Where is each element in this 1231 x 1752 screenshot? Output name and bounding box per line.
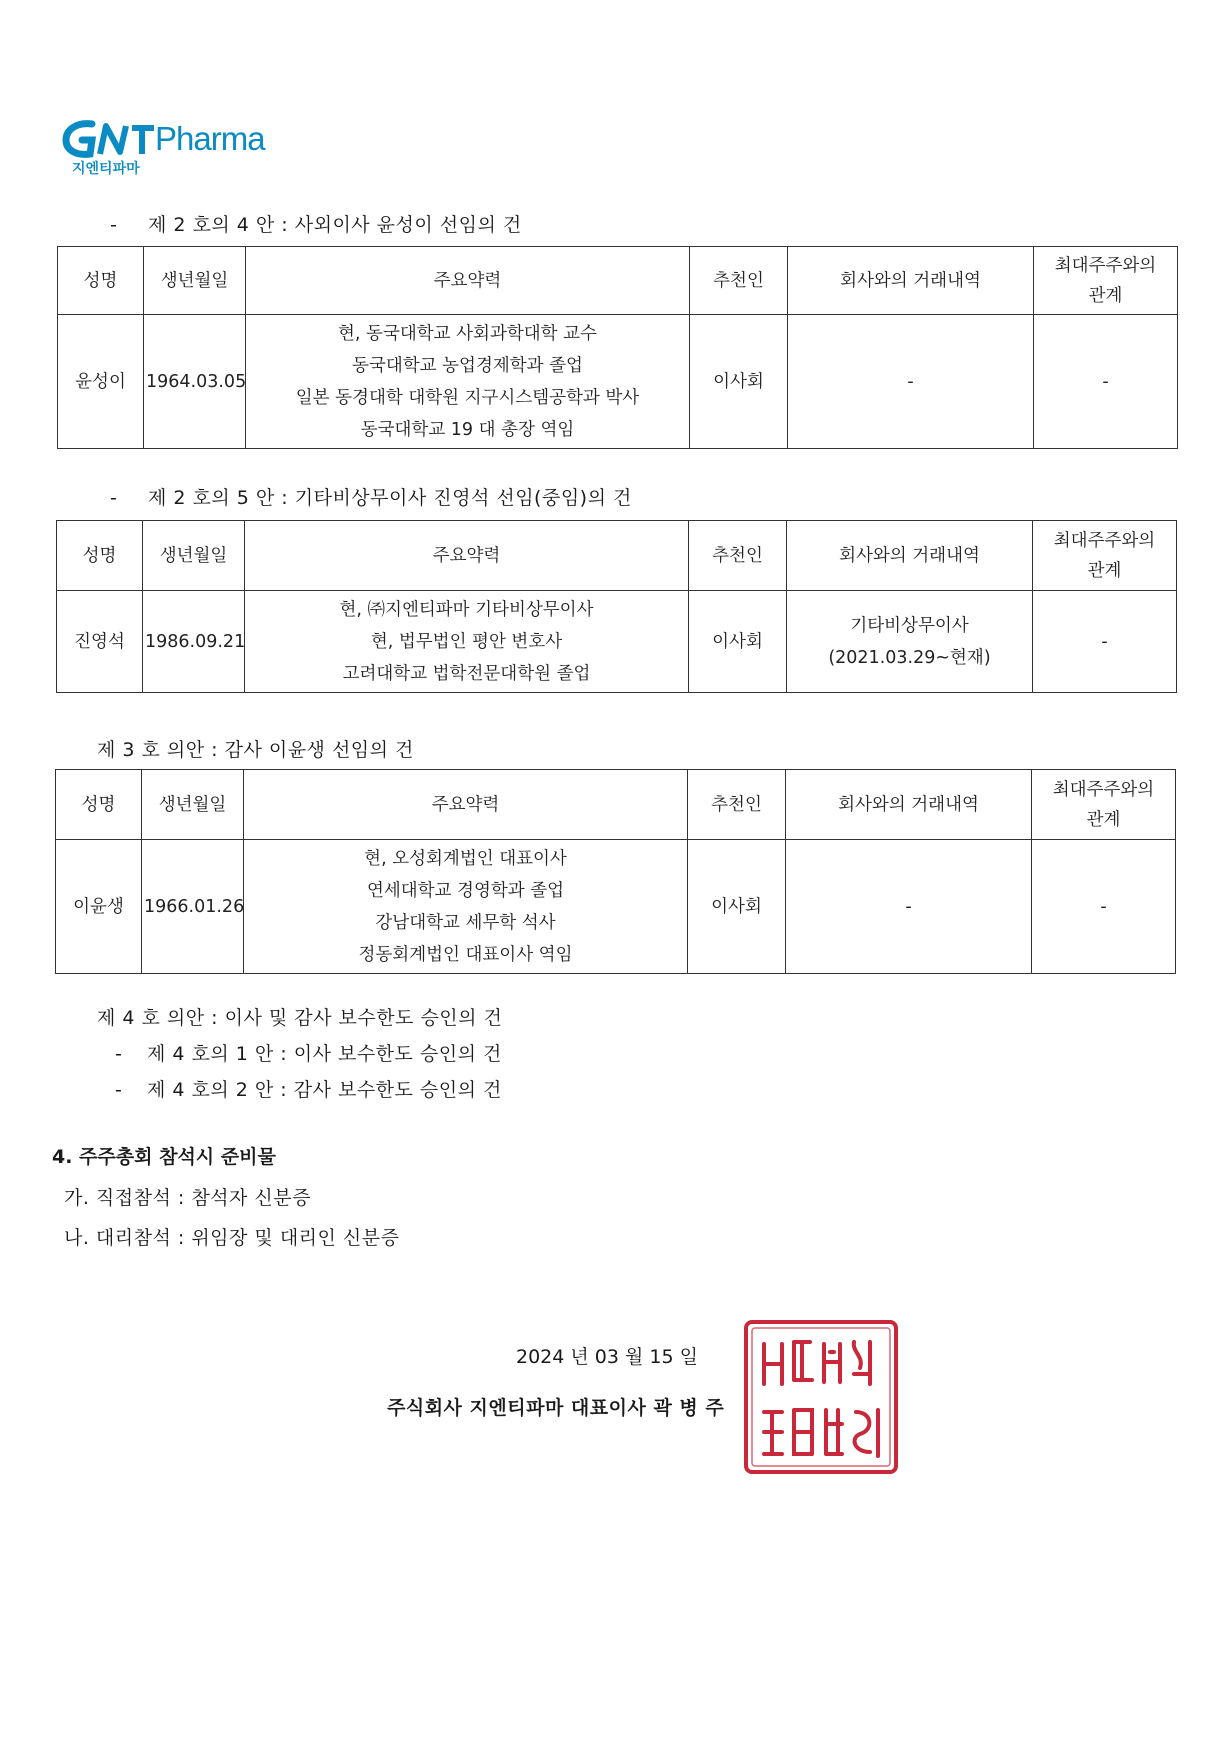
- header-name: 성명: [57, 521, 143, 591]
- dash-marker: -: [110, 214, 118, 236]
- section-4-title: 4. 주주총회 참석시 준비물: [52, 1146, 276, 1168]
- career-line: 현, 동국대학교 사회과학대학 교수: [338, 323, 597, 344]
- career-line: 동국대학교 농업경제학과 졸업: [352, 355, 583, 376]
- cell-recommender: 이사회: [688, 840, 786, 974]
- item-4-2-text: 제 4 호의 2 안 : 감사 보수한도 승인의 건: [147, 1079, 502, 1101]
- item-2-4-table: [57, 246, 1178, 449]
- career-line: 동국대학교 19 대 총장 역임: [360, 419, 575, 440]
- career-line: 고려대학교 법학전문대학원 졸업: [342, 663, 591, 684]
- header-relation: [1033, 521, 1177, 591]
- header-relation-line2: 관계: [1087, 560, 1122, 581]
- header-birth: 생년월일: [143, 521, 245, 591]
- cell-career: [244, 840, 688, 974]
- transaction-line: 기타비상무이사: [850, 615, 969, 636]
- company-logo: [62, 118, 282, 182]
- cell-recommender: 이사회: [689, 591, 787, 693]
- career-line: 정동회계법인 대표이사 역임: [358, 944, 573, 965]
- header-relation-line1: 최대주주와의: [1052, 779, 1155, 800]
- dash-marker: -: [110, 487, 118, 509]
- item-2-5-heading: [110, 483, 632, 510]
- header-recommender: 추천인: [689, 521, 787, 591]
- company-seal: [742, 1318, 900, 1476]
- cell-birth: 1986.09.21: [143, 591, 245, 693]
- section-4-item: 나. 대리참석 : 위임장 및 대리인 신분증: [64, 1227, 400, 1249]
- cell-relation: -: [1034, 315, 1178, 449]
- cell-name: 윤성이: [58, 315, 144, 449]
- item-4-2-heading: [115, 1075, 502, 1102]
- cell-name: 이윤생: [56, 840, 142, 974]
- dash-marker: -: [115, 1079, 123, 1101]
- career-line: 현, 법무법인 평안 변호사: [370, 631, 563, 652]
- company-seal-icon: [742, 1318, 900, 1476]
- document-date: 2024 년 03 월 15 일: [516, 1346, 698, 1368]
- item-4-title: 제 4 호 의안 : 이사 및 감사 보수한도 승인의 건: [97, 1007, 503, 1029]
- table-row: [56, 840, 1176, 974]
- career-line: 일본 동경대학 대학원 지구시스템공학과 박사: [295, 387, 640, 408]
- header-birth: 생년월일: [144, 247, 246, 315]
- header-transactions: 회사와의 거래내역: [786, 770, 1032, 840]
- logo-brand-text: Pharma: [155, 120, 265, 157]
- header-career: 주요약력: [245, 521, 689, 591]
- table-header-row: [57, 521, 1177, 591]
- item-4-1-text: 제 4 호의 1 안 : 이사 보수한도 승인의 건: [147, 1043, 502, 1065]
- signer-line: 주식회사 지엔티파마 대표이사 곽 병 주: [387, 1397, 725, 1419]
- header-relation-line2: 관계: [1088, 285, 1123, 306]
- header-relation: [1034, 247, 1178, 315]
- header-relation: [1032, 770, 1176, 840]
- header-relation-line2: 관계: [1086, 809, 1121, 830]
- cell-recommender: 이사회: [690, 315, 788, 449]
- header-transactions: 회사와의 거래내역: [788, 247, 1034, 315]
- cell-career: [245, 591, 689, 693]
- transaction-line: (2021.03.29~현재): [828, 647, 991, 668]
- item-3-title: 제 3 호 의안 : 감사 이윤생 선임의 건: [97, 739, 414, 761]
- dash-marker: -: [115, 1043, 123, 1065]
- cell-name: 진영석: [57, 591, 143, 693]
- item-2-4-title: 제 2 호의 4 안 : 사외이사 윤성이 선임의 건: [148, 214, 522, 236]
- section-4-item: 가. 직접참석 : 참석자 신분증: [64, 1187, 311, 1209]
- header-relation-line1: 최대주주와의: [1053, 530, 1156, 551]
- header-transactions: 회사와의 거래내역: [787, 521, 1033, 591]
- table-row: [58, 315, 1178, 449]
- header-career: 주요약력: [246, 247, 690, 315]
- cell-birth: 1964.03.05: [144, 315, 246, 449]
- cell-relation: -: [1033, 591, 1177, 693]
- gnt-logo-mark-icon: [62, 118, 157, 160]
- table-header-row: [58, 247, 1178, 315]
- header-name: 성명: [56, 770, 142, 840]
- career-line: 현, ㈜지엔티파마 기타비상무이사: [339, 599, 594, 620]
- item-2-4-heading: [110, 210, 522, 237]
- item-3-table: [55, 769, 1176, 974]
- header-birth: 생년월일: [142, 770, 244, 840]
- cell-transactions: [787, 591, 1033, 693]
- cell-transactions: -: [786, 840, 1032, 974]
- item-2-5-title: 제 2 호의 5 안 : 기타비상무이사 진영석 선임(중임)의 건: [148, 487, 632, 509]
- table-header-row: [56, 770, 1176, 840]
- header-recommender: 추천인: [688, 770, 786, 840]
- item-2-5-table: [56, 520, 1177, 693]
- career-line: 연세대학교 경영학과 졸업: [366, 880, 565, 901]
- header-name: 성명: [58, 247, 144, 315]
- logo-brand-sub: 지엔티파마: [72, 161, 140, 177]
- cell-career: [246, 315, 690, 449]
- item-4-1-heading: [115, 1039, 502, 1066]
- table-row: [57, 591, 1177, 693]
- cell-birth: 1966.01.26: [142, 840, 244, 974]
- header-relation-line1: 최대주주와의: [1054, 255, 1157, 276]
- header-recommender: 추천인: [690, 247, 788, 315]
- cell-relation: -: [1032, 840, 1176, 974]
- career-line: 강남대학교 세무학 석사: [375, 912, 556, 933]
- cell-transactions: -: [788, 315, 1034, 449]
- career-line: 현, 오성회계법인 대표이사: [364, 848, 567, 869]
- header-career: 주요약력: [244, 770, 688, 840]
